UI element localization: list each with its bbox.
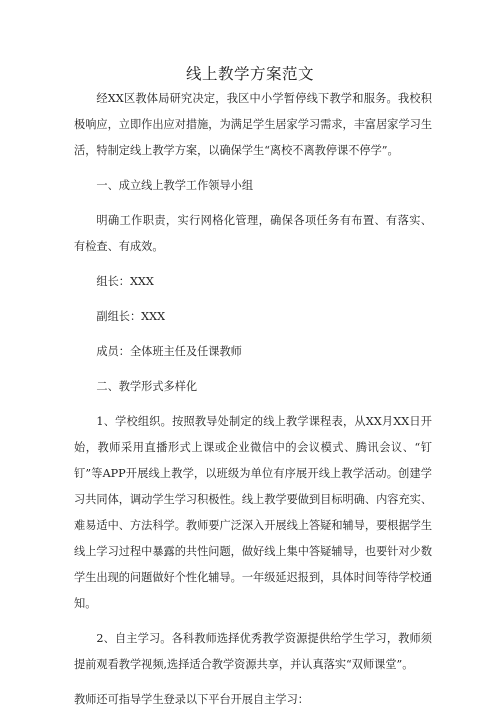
paragraph-responsibilities: 明确工作职责，实行网格化管理，确保各项任务有布置、有落实、有检查、有成效。 (74, 214, 432, 253)
heading-section-1: 一、成立线上教学工作领导小组 (96, 179, 254, 192)
members-line: 成员：全体班主任及任课教师 (96, 345, 242, 358)
document-body (74, 86, 432, 722)
paragraph-school-organization: 1、学校组织。按照教导处制定的线上教学课程表，从XX月XX日开始，教师采用直播形式上课或企业微信中的会议模式、腾讯会议、“钉钉”等APP开展线上教学，以班级为单位有序展开线上教学活动。创建学习共同体，调动学生学习积极性。线上教学要做到目标明确、内容充实、难易适中、方法科学。教师要广泛深入开展线上答疑和辅导，要根据学生线上学习过程中暴露的共性问题，做好线上集中答疑辅导，也要针对少数学生出现的问题做好个性化辅导。一年级延迟报到，具体时间等待学校通知。 (74, 415, 433, 610)
paragraph-self-study: 2、自主学习。各科教师选择优秀教学资源提供给学生学习，教师须提前观看教学视频,选择适合教学资源共享，并认真落实“双师课堂”。 (74, 632, 432, 671)
paragraph-platforms: 教师还可指导学生登录以下平台开展自主学习： (74, 693, 309, 706)
leader-line: 组长：XXX (96, 275, 154, 288)
paragraph-intro: 经XX区教体局研究决定，我区中小学暂停线下教学和服务。我校积极响应，立即作出应对措施，为满足学生居家学习需求，丰富居家学习生活，特制定线上教学方案，以确保学生“离校不离教停课不停学”。 (74, 92, 433, 157)
heading-section-2: 二、教学形式多样化 (96, 380, 198, 393)
document-title: 线上教学方案范文 (185, 65, 314, 83)
deputy-leader-line: 副组长：XXX (96, 310, 166, 323)
